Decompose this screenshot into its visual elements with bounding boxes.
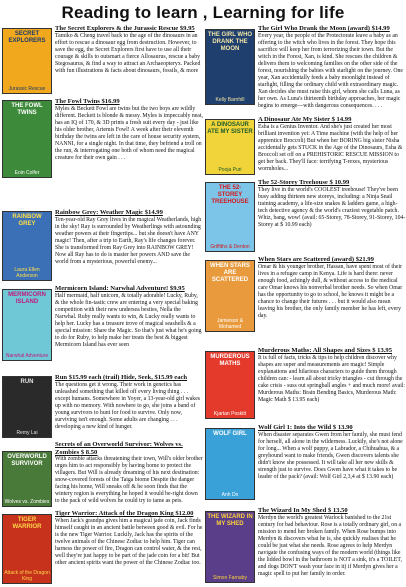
book-cover-image [2, 100, 52, 178]
cover-subtitle: Laura Ellen Anderson [14, 267, 40, 279]
book-description: With zombie attacks threatening their town, Will's older brother urges him to act responsibly by having home to protect the villagers. But Will is already dreaming of his next destination: snow-covered forests of the Taiga biome Despite the danger facing his home, Will sneaks off & he soon finds that the wintery region is everything he hoped it would be-right down to the pack of wild wolves he could try to tame as pets. [55, 456, 203, 505]
book-price: $ 13.95 [372, 347, 392, 354]
cover-title: OVERWORLD SURVIVOR [7, 454, 47, 467]
book-description: Half mermaid, half unicorn, & totally adorable! Lucky, Ruby, & the whole fin-tastic crew are entering a very special baking competition with their new undersea besties, Nella the Narwhal. Ruby really wants to win, & Lucky really wants to help her. Lucky has a treasure trove of magical seashells & a special mission: Share the Magic. So that's just what he's going to do for Ruby, to help make her treats the best & biggest Mermicorn Island has ever seen [55, 292, 202, 348]
book-title: The Girl Who Drank the Moon [258, 25, 346, 32]
book-title: The Fowl Twins [55, 98, 100, 105]
book-price: $ 14.99 [331, 116, 352, 123]
book-entry-mermicorn-island [1, 285, 203, 373]
cover-subtitle: Griffiths & Denton [210, 244, 250, 250]
cover-subtitle: Wolves vs. Zombies [4, 499, 50, 505]
book-title: When Stars are Scattered [258, 256, 331, 263]
book-entry-dinosaur-ate-my-sister [204, 116, 406, 178]
book-price: $ 13.50 [327, 507, 348, 514]
cover-subtitle: Kjartan Poskitt [213, 411, 247, 417]
book-price: $16.99 [101, 98, 120, 105]
book-description: They live in the world's COOLEST treehouse! They've been busy adding thirteen new storeys, including: a Ninja Snail training academy, a life-size snakes & ladders game, a high-tech detective agency & the world's craziest vegetable patch. Whiz, bang, wow! (avail: 65-Storey, 78-Storey, 91-Storey, 104-Storey at $ 10.99 each) [258, 186, 406, 228]
book-cover-image [205, 511, 255, 583]
cover-title: THE FOWL TWINS [11, 103, 43, 116]
cover-title: WOLF GIRL [213, 431, 247, 437]
cover-title: WHEN STARS ARE SCATTERED [210, 263, 250, 283]
book-price: $ 10.99 [329, 179, 350, 186]
book-description: It is full of facts, tricks & tips to help children discover why shapes are super and measurements are magic! Simple explanations and hilarious characters to guide them through children can: - learn all about tricky triangles - cut through the cake crisis - suss out springball angles + and much more! avail: Murderous Maths: Brain Bending Basics, Murderous Math: Magic Math $ 13.95 each) [258, 354, 406, 403]
book-title-line [55, 98, 203, 106]
book-entry-wolf-girl [204, 424, 406, 506]
book-title-line [258, 256, 406, 264]
book-title-line [55, 374, 203, 382]
book-title-line [55, 285, 203, 293]
book-title-line [55, 25, 203, 33]
cover-title: RUN [20, 379, 34, 385]
book-title-line [258, 507, 406, 515]
page-title: Reading to learn , Learning for life [61, 3, 345, 22]
book-entry-overworld-survivor [1, 441, 203, 509]
book-description: Merdyn the world's greatest Warlock banished to the 21st century for bad behaviour. Rose is a totally ordinary girl, on a mission to mend her broken family. When Rose bumps into Merdyn & discovers what he is, she quickly realises that he could be just what she needs. Rose agrees to help Merdyn navigate the confusing ways of the modern world (things like the lidded bowl in the bathroom is NOT a sink, it's a TOILET, and dogs DON'T wash your face in it) if Merdyn gives her a magic spell to put her family in order. [258, 514, 402, 577]
cover-subtitle: Pooja Puri [218, 167, 242, 173]
book-entry-murderous-maths [204, 347, 406, 423]
book-title-line [55, 441, 203, 456]
cover-subtitle: Eoin Colfer [14, 170, 40, 176]
cover-subtitle: Simon Farnaby [213, 575, 247, 581]
book-description: Ten-year-old Ray Grey lives in the magical Weatherlands, high in the sky! Ray is surrounded by Weatherlings with astounding weather powers at their fingertips... but she doesn't have ANY magic! Then, after a trip to Earth, Ray's life changes forever. She is transformed from Ray Grey into RAINBOW GREY! Now all Ray has to do is master her powers AND save the world from a mysterious, powerful enemy... [55, 216, 202, 265]
book-entry-run [1, 374, 203, 440]
cover-title: A DINOSAUR ATE MY SISTER [207, 122, 253, 135]
book-description: Myles & Beckett Fowl are twins but the two boys are wildly different. Beckett is blonde & messy. Myles is impeccably neat, has an IQ of 170, & 3D prints a fresh suit every day - just like his older brother, Artemis Fowl! A week after their eleventh birthday the twins are left in the care of house security system, NANNI, for a single night. In that time, they befriend a troll on the run, & interrogating one both of whom need the magical creature for their own gain . . . [55, 105, 203, 161]
book-title: Murderous Maths: All Shapes and Sizes [258, 347, 371, 354]
cover-subtitle: Attack of the Dragon King [4, 570, 50, 582]
cover-title: RAINBOW GREY [12, 214, 42, 227]
book-entry-52-storey-treehouse [204, 179, 406, 255]
cover-title: TIGER WARRIOR [12, 517, 42, 530]
book-entry-wizard-in-my-shed [204, 507, 406, 587]
book-title: Tiger Warrior: Attack of the Dragon King [55, 510, 174, 517]
book-cover-image [205, 260, 255, 332]
book-price: $ 13.90 [332, 424, 353, 431]
book-entry-secret-explorers [1, 25, 203, 97]
book-cover-image [2, 289, 52, 361]
book-title: Mermicorn Island: Narwhal Adventure! [55, 285, 169, 292]
cover-subtitle: Narwhal Adventure [5, 353, 49, 359]
book-price: $15.99 each [68, 374, 102, 381]
book-price: $14.99 [144, 209, 163, 216]
book-title-line [258, 424, 406, 432]
book-cover-image [205, 182, 255, 252]
cover-title: THE 52-STOREY TREEHOUSE [211, 185, 249, 205]
book-cover-image [2, 514, 52, 584]
book-title-line [258, 25, 406, 33]
book-title: The 52-Storey Treehouse [258, 179, 328, 186]
book-price: (award) $21.99 [331, 256, 374, 263]
book-price: $9.95 [179, 25, 195, 32]
cover-title: MURDEROUS MATHS [210, 354, 250, 367]
book-cover-image [2, 211, 52, 281]
book-description: The questions get it wrong. Their work in genetics has unleashed something that killed off every living thing . . . except humans. Somewhere in Yoyer, a 13-year-old girl wakes up with no memory. With nowhere to go, she joins a band of young survivors to hunt for food to survive. Only now, surviving isn't enough. Some adults are changing . . . developing a new kind of hunger. [55, 381, 201, 430]
cover-title: THE GIRL WHO DRANK THE MOON [207, 32, 253, 52]
cover-subtitle: Jurassic Rescue [8, 86, 46, 92]
book-description: Every year, the people of the Protectorate leave a baby as an offering to the witch who lives in the forest. They hope this sacrifice will keep her from terrorizing their town. But the witch in the Forest, Xan, is kind. She rescues the children & delivers them to welcoming families on the other side of the forest, nourishing the babies with starlight on the journey. One year, Xan accidentally feeds a baby moonlight instead of starlight, filling the ordinary child with extraordinary magic. Xan decides she must raise this girl, whom she calls Luna, as her own. As Luna's thirteenth birthday approaches, her magic begins to emerge—with dangerous consequences. . . . [258, 32, 404, 110]
book-entry-tiger-warrior [1, 510, 203, 586]
book-price: (award) $14.99 [347, 25, 390, 32]
book-title: Rainbow Grey: Weather Magic [55, 209, 144, 216]
book-title: Run [55, 374, 68, 381]
book-title-line [258, 347, 406, 355]
cover-title: MERMICORN ISLAND [8, 292, 46, 305]
book-cover-image [2, 28, 52, 94]
book-title-line [258, 179, 406, 187]
book-entry-rainbow-grey [1, 209, 203, 284]
book-extra: (trail) Hide, Seek, $15.99 each [103, 374, 188, 381]
book-entry-fowl-twins [1, 98, 203, 208]
book-title: The Wizard In My Shed [258, 507, 327, 514]
book-title: Wolf Girl 1: Into the Wild [258, 424, 332, 431]
book-title: Secrets of an Overworld Survivor: Wolves vs. Zombies [55, 441, 183, 456]
cover-subtitle: Kelly Barnhill [215, 97, 245, 103]
cover-subtitle: Jamieson & Mohamed [216, 318, 244, 330]
book-entry-when-stars-are-scattered [204, 256, 406, 346]
book-title: The Secret Explorers & the Jurassic Rescue [55, 25, 179, 32]
book-description: Tamiko & Cheng travel back to the age of the dinosaurs in an effort to rescue a dinosaur egg from destruction. However, to save the egg, the Secret Explorers first have to use all their courage & skills to outsmart a fierce Allosaurus, rescue a baby Stegosaurus, & find a way to attract an Archaeopteryx. Packed with fun illustrations & facts about dinosaurs, fossils, & more [55, 32, 201, 74]
book-description: Esha is a Genius Inventor. And she's just created her most brilliant invention yet: A Time machine (with the help of her apprentice Broccoli) But when her BORING big sister Nisha accidentally gets STUCK in the Age of the Dinosaurs, Esha & Broccoli set off on a PREHISTORIC RESCUE MISSION to get her back. They'll face: terrifying T-rexes, mysterious wormholes... [258, 123, 403, 172]
book-title-line [55, 510, 203, 518]
cover-subtitle: Anh Do [221, 492, 239, 498]
book-description: Omar & his younger brother, Hassan, have spent most of their lives in a refugee camp in Kenya. Life is hard there: never enough food, achingly dull, & without access to the medical care Omar knows his nonverbal brother needs. So when Omar has the opportunity to go to school, he knows it might be a chance to change their futures . . . but it would also mean leaving his brother, the only family member he has left, every day. [258, 263, 403, 319]
book-cover-image [205, 351, 255, 419]
book-description: When Jack's grandpa gives him a magical jade coin, Jack finds himself caught in an ancient battle between good & evil. For he is the new Tiger Warrior. Luckily, Jack has the spirits of the twelve animals of the Chinese Zodiac to help him. Tiger can harness the power of fire, Dragon can control water, & the rest, well they're just happy to be part of the jade coin for a bit! But other ancient spirits want the power of the Chinese Zodiac too. [55, 517, 203, 566]
book-cover-image [205, 428, 255, 500]
book-cover-image [2, 376, 52, 438]
book-entry-girl-who-drank-the-moon [204, 25, 406, 115]
book-price: $ 8.50 [80, 448, 98, 456]
book-title: A Dinosaur Ate My Sister [258, 116, 330, 123]
book-description: When disaster separates Gwen from her family, she must fend for herself, all alone in the wilderness. Luckily, she's not alone for long... When a wolf puppy, a Labrador, a Chihuahua, & a greyhound want to make friends, Gwen discovers talents she didn't know she possessed. It will take all her new skills & strength just to survive. Does Gwen have what it takes to be leader of the pack? (avail: Wolf Girl 2,3,4 at $ 13.90 each) [258, 431, 403, 480]
cover-title: SECRET EXPLORERS [8, 31, 46, 44]
book-price: $12.00 [175, 510, 194, 517]
cover-title: THE WIZARD IN MY SHED [207, 514, 253, 527]
book-cover-image [205, 119, 255, 175]
cover-subtitle: Remy Lai [16, 430, 38, 436]
book-cover-image [205, 29, 255, 105]
book-title-line [258, 116, 406, 124]
book-title-line [55, 209, 203, 217]
book-price: $9.95 [169, 285, 185, 292]
book-cover-image [2, 451, 52, 507]
